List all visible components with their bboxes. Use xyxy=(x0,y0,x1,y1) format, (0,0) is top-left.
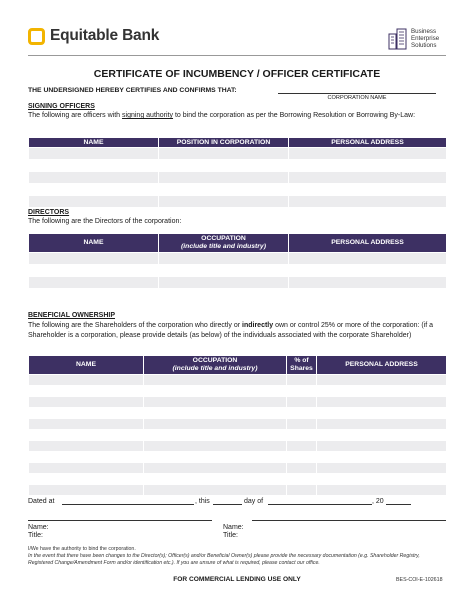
cell-input[interactable] xyxy=(144,419,287,430)
bes-line-2: Enterprise xyxy=(411,35,440,43)
cell-input[interactable] xyxy=(317,430,447,441)
cell-input[interactable] xyxy=(289,184,447,196)
cell-input[interactable] xyxy=(289,172,447,184)
col-shares-header xyxy=(287,356,317,375)
cell-input[interactable] xyxy=(287,441,317,452)
cell-input[interactable] xyxy=(159,289,289,301)
day-field[interactable] xyxy=(213,496,242,505)
cell-input[interactable] xyxy=(289,265,447,277)
cell-input[interactable] xyxy=(317,419,447,430)
cell-input[interactable] xyxy=(287,463,317,474)
cell-input[interactable] xyxy=(159,196,289,208)
cell-input[interactable] xyxy=(317,452,447,463)
cell-input[interactable] xyxy=(287,474,317,485)
table-row xyxy=(29,474,447,485)
table-row xyxy=(29,408,447,419)
table-row xyxy=(29,184,447,196)
table-row xyxy=(29,289,447,301)
cell-input[interactable] xyxy=(287,386,317,397)
signer-1-title-label: Title: xyxy=(28,532,43,539)
cell-input[interactable] xyxy=(144,463,287,474)
cell-input[interactable] xyxy=(287,397,317,408)
cell-input[interactable] xyxy=(317,474,447,485)
table-row xyxy=(29,485,447,496)
cell-input[interactable] xyxy=(144,386,287,397)
cell-input[interactable] xyxy=(159,277,289,289)
cell-input[interactable] xyxy=(144,408,287,419)
this-label: , this xyxy=(195,498,210,505)
table-row xyxy=(29,277,447,289)
table-row xyxy=(29,172,447,184)
signing-officers-heading: SIGNING OFFICERS xyxy=(28,103,95,110)
col-address-header: PERSONAL ADDRESS xyxy=(289,234,447,253)
cell-input[interactable] xyxy=(289,253,447,265)
cell-input[interactable] xyxy=(144,441,287,452)
year-field[interactable] xyxy=(386,496,411,505)
directors-table xyxy=(28,233,447,301)
day-of-label: day of xyxy=(244,498,264,505)
building-icon xyxy=(388,28,408,50)
table-row xyxy=(29,265,447,277)
directors-heading: DIRECTORS xyxy=(28,209,70,216)
cell-input[interactable] xyxy=(29,375,144,386)
cell-input[interactable] xyxy=(29,386,144,397)
cell-input[interactable] xyxy=(289,148,447,160)
cell-input[interactable] xyxy=(144,474,287,485)
cell-input[interactable] xyxy=(159,253,289,265)
table-row xyxy=(29,463,447,474)
table-row xyxy=(29,160,447,172)
signing-text-part: to bind the corporation as per the Borrowing Resolution or Borrowing By-Law: xyxy=(173,112,416,119)
cell-input[interactable] xyxy=(317,441,447,452)
cell-input[interactable] xyxy=(159,160,289,172)
cell-input[interactable] xyxy=(29,441,144,452)
beneficial-table xyxy=(28,355,447,496)
shares-label-bottom: Shares xyxy=(290,365,313,372)
commercial-lending-footer: FOR COMMERCIAL LENDING USE ONLY xyxy=(173,576,301,583)
cell-input[interactable] xyxy=(287,452,317,463)
cell-input[interactable] xyxy=(287,485,317,496)
directors-text: The following are the Directors of the corporation: xyxy=(28,218,182,225)
bes-line-3: Solutions xyxy=(411,42,437,50)
cell-input[interactable] xyxy=(317,408,447,419)
col-address-header: PERSONAL ADDRESS xyxy=(289,138,447,148)
signing-authority-text: signing authority xyxy=(122,112,174,119)
page-title: CERTIFICATE OF INCUMBENCY / OFFICER CERTIFICATE xyxy=(93,68,381,80)
cell-input[interactable] xyxy=(159,265,289,277)
table-row xyxy=(29,148,447,160)
bes-wordmark xyxy=(411,28,439,50)
cell-input[interactable] xyxy=(29,463,144,474)
equitable-logo-icon xyxy=(28,28,45,45)
signer-2-name-label: Name: xyxy=(223,524,244,531)
authority-note: I/We have the authority to bind the corporation. xyxy=(28,546,136,552)
occupation-sub-label: (include title and industry) xyxy=(181,243,266,250)
table-row xyxy=(29,419,447,430)
beneficial-text-part: own or control 25% or more of the corporation: (if a Shareholder is a corporation, please provide details (as below) of the individuals associated with the corporate Shareholder) xyxy=(28,322,434,339)
year-label: , 20 xyxy=(372,498,384,505)
cell-input[interactable] xyxy=(144,430,287,441)
dated-at-label: Dated at xyxy=(28,498,55,505)
form-code: BES-COI-E-102618 xyxy=(396,577,443,583)
corporation-name-label: CORPORATION NAME xyxy=(327,95,387,101)
cell-input[interactable] xyxy=(317,463,447,474)
cell-input[interactable] xyxy=(29,289,159,301)
header-divider xyxy=(28,55,446,56)
cell-input[interactable] xyxy=(287,408,317,419)
shares-label-top: % of xyxy=(294,357,309,365)
signer-1-name-label: Name: xyxy=(28,524,49,531)
cell-input[interactable] xyxy=(159,172,289,184)
col-name-header: NAME xyxy=(29,234,159,253)
beneficial-heading: BENEFICIAL OWNERSHIP xyxy=(28,312,115,319)
table-row xyxy=(29,253,447,265)
table-row xyxy=(29,196,447,208)
cell-input[interactable] xyxy=(144,375,287,386)
table-row xyxy=(29,386,447,397)
cell-input[interactable] xyxy=(144,452,287,463)
bank-name: Equitable Bank xyxy=(50,27,160,44)
cell-input[interactable] xyxy=(287,430,317,441)
cell-input[interactable] xyxy=(29,474,144,485)
bes-line-1: Business xyxy=(411,28,437,35)
cell-input[interactable] xyxy=(159,148,289,160)
cell-input[interactable] xyxy=(289,196,447,208)
cell-input[interactable] xyxy=(29,184,159,196)
cell-input[interactable] xyxy=(29,397,144,408)
occupation-label: OCCUPATION xyxy=(192,357,238,365)
cell-input[interactable] xyxy=(29,408,144,419)
signer-2-title-label: Title: xyxy=(223,532,238,539)
cell-input[interactable] xyxy=(317,375,447,386)
cell-input[interactable] xyxy=(144,397,287,408)
dated-at-field[interactable] xyxy=(62,496,194,505)
cell-input[interactable] xyxy=(29,196,159,208)
cell-input[interactable] xyxy=(29,148,159,160)
cell-input[interactable] xyxy=(29,265,159,277)
cell-input[interactable] xyxy=(29,277,159,289)
signing-officers-text xyxy=(28,111,428,121)
col-name-header: NAME xyxy=(29,138,159,148)
col-address-header: PERSONAL ADDRESS xyxy=(317,356,447,375)
col-occupation-header xyxy=(144,356,287,375)
cell-input[interactable] xyxy=(29,160,159,172)
corporation-name-field[interactable] xyxy=(278,86,436,94)
col-position-header: POSITION IN CORPORATION xyxy=(159,138,289,148)
signing-text-part: The following are officers with xyxy=(28,112,123,119)
cell-input[interactable] xyxy=(287,375,317,386)
table-row xyxy=(29,397,447,408)
cell-input[interactable] xyxy=(317,485,447,496)
col-occupation-header xyxy=(159,234,289,253)
table-row xyxy=(29,452,447,463)
cell-input[interactable] xyxy=(159,184,289,196)
indirectly-text: indirectly xyxy=(242,322,274,329)
table-row xyxy=(29,430,447,441)
cell-input[interactable] xyxy=(29,430,144,441)
cell-input[interactable] xyxy=(29,172,159,184)
occupation-label: OCCUPATION xyxy=(201,235,246,243)
cell-input[interactable] xyxy=(289,277,447,289)
cell-input[interactable] xyxy=(29,452,144,463)
table-row xyxy=(29,441,447,452)
changes-note: In the event that there have been changes to the Director(s); Officer(s) and/or Beneficial Owner(s) please provide the necessary documentation (e.g. Shareholder Registry, Registered Change/Amendment Form and/or identification etc.). If you are unsure of what is required, please contact our office. xyxy=(28,553,420,567)
month-field[interactable] xyxy=(268,496,372,505)
table-row xyxy=(29,375,447,386)
cell-input[interactable] xyxy=(29,253,159,265)
signature-line-right[interactable] xyxy=(252,520,446,521)
cell-input[interactable] xyxy=(29,419,144,430)
occupation-sub-label: (include title and industry) xyxy=(172,365,258,372)
signing-officers-table xyxy=(28,137,447,208)
certify-text: THE UNDERSIGNED HEREBY CERTIFIES AND CONFIRMS THAT: xyxy=(28,87,237,94)
cell-input[interactable] xyxy=(144,485,287,496)
cell-input[interactable] xyxy=(317,397,447,408)
cell-input[interactable] xyxy=(29,485,144,496)
col-name-header: NAME xyxy=(29,356,144,375)
signature-line-left[interactable] xyxy=(28,520,212,521)
cell-input[interactable] xyxy=(287,419,317,430)
cell-input[interactable] xyxy=(289,289,447,301)
beneficial-text-part: The following are the Shareholders of the corporation who directly or xyxy=(28,322,243,329)
beneficial-text xyxy=(28,321,446,340)
cell-input[interactable] xyxy=(289,160,447,172)
cell-input[interactable] xyxy=(317,386,447,397)
